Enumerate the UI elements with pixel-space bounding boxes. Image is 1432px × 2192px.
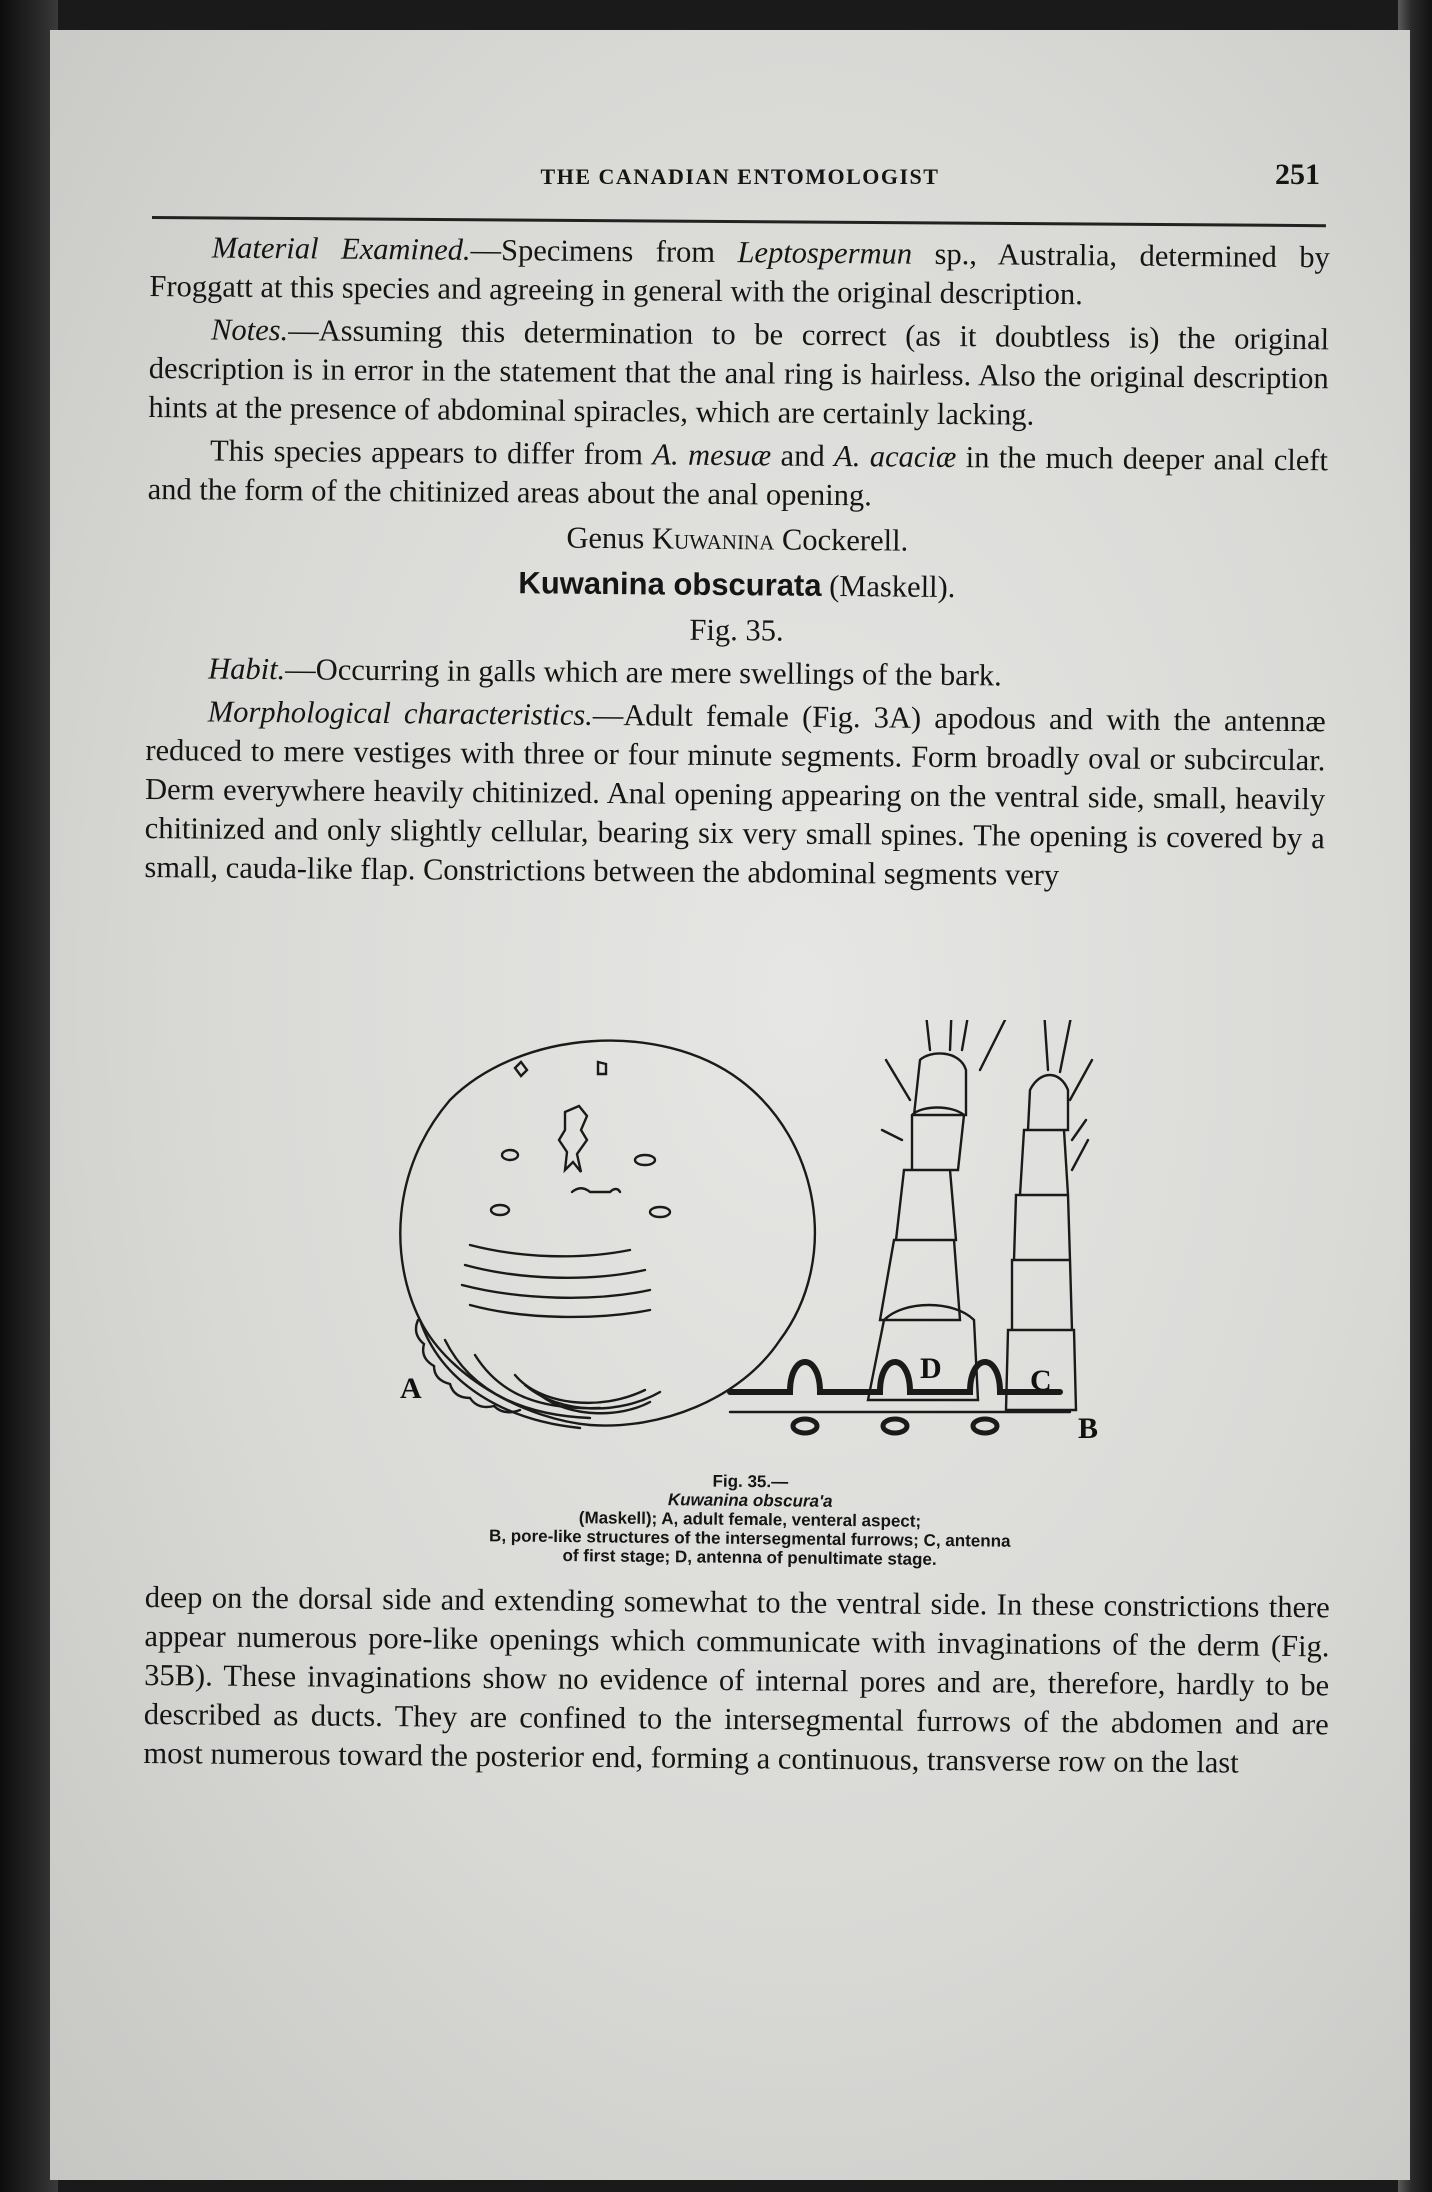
header-rule: [152, 216, 1326, 227]
figure-reference: Fig. 35.: [689, 612, 784, 648]
vestigial-antenna-left: [515, 1062, 527, 1076]
spiracle-left-lower: [491, 1205, 509, 1215]
spiracle-right-lower: [650, 1207, 670, 1217]
figure-svg: [300, 1020, 1200, 1470]
pore-ring-2: [883, 1419, 907, 1433]
habit-label: Habit.: [208, 651, 286, 687]
material-post: sp., Australia, determined by Froggatt at this species and agreeing in general with the original description.: [149, 236, 1330, 312]
differ-species-1: A. mesuæ: [652, 437, 772, 473]
antenna-d-outline: [868, 1053, 978, 1400]
differ-paragraph: [148, 431, 1329, 519]
furrow-line-2: [465, 1265, 645, 1278]
caption-prefix: Fig. 35.—: [712, 1471, 789, 1492]
figure-label-b: B: [1078, 1412, 1099, 1445]
notes-paragraph: [148, 310, 1329, 437]
figure-label-d: D: [920, 1352, 942, 1385]
segment-arc-1: [420, 1320, 580, 1428]
notes-label: Notes.: [210, 312, 289, 348]
morphology-label: Morphological characteristics.: [207, 694, 593, 732]
caption-line-1: [350, 1468, 1151, 1533]
running-head: THE CANADIAN ENTOMOLOGIST: [540, 164, 940, 189]
habit-body: —Occurring in galls which are mere swellings of the bark.: [285, 652, 1002, 693]
figure-35-illustration: [300, 1020, 1200, 1470]
page-number: 251: [1275, 158, 1320, 191]
caption-species: Kuwanina obscura'a: [667, 1490, 833, 1511]
bottom-text-block: [143, 1578, 1330, 1783]
pore-ring-1: [793, 1419, 817, 1433]
species-name: Kuwanina obscurata: [518, 565, 822, 603]
spiracle-right-upper: [635, 1155, 655, 1165]
pore-structures-b: [730, 1362, 1060, 1392]
figure-caption: [350, 1468, 1151, 1571]
furrow-line-3: [462, 1285, 650, 1298]
material-label: Material Examined.: [211, 230, 471, 267]
species-heading: [147, 560, 1327, 610]
morphology-body: —Adult female (Fig. 3A) apodous and with the antennæ reduced to mere vestiges with three or four minute segments. Form broadly oval or subcircular. Derm everywhere heavily chitinized. Anal opening appearing on the ventral side, small, heavily chitinized and only slightly cellular, bearing six very small spines. The opening is covered by a small, cauda-like flap. Constrictions between the abdominal segments very: [144, 697, 1326, 892]
figure-label-c: C: [1030, 1364, 1052, 1397]
caption-line-2: B, pore-like structures of the intersegmental furrows; C, antenna: [488, 1526, 1011, 1551]
habit-paragraph: [146, 649, 1326, 698]
material-examined-paragraph: [149, 228, 1330, 316]
genus-heading: [147, 515, 1327, 564]
differ-species-2: A. acaciæ: [833, 438, 957, 475]
spiracle-left-upper: [502, 1150, 518, 1160]
caption-line-1-rest: (Maskell); A, adult female, venteral aspect;: [578, 1508, 922, 1531]
morphology-paragraph: [144, 692, 1326, 897]
notes-body: —Assuming this determination to be correct (as it doubtless is) the original description is in error in the statement that the anal ring is hairless. Also the original description hints at the presence of abdominal spiracles, which are certainly lacking.: [148, 313, 1330, 432]
mouthparts: [559, 1106, 587, 1172]
differ-pre: This species appears to differ from: [209, 433, 653, 472]
differ-post: in the much deeper anal cleft and the form of the chitinized areas about the anal opening.: [147, 440, 1329, 513]
page-header: [160, 158, 1320, 198]
figure-label-a: A: [400, 1372, 422, 1405]
book-page: [50, 30, 1410, 2180]
pore-mark: [572, 1188, 620, 1192]
continuation-paragraph: deep on the dorsal side and extending somewhat to the ventral side. In these constrictions there appear numerous pore-like openings which communicate with invaginations of the derm (Fig. 35B). These invaginations show no evidence of internal pores and are, therefore, hardly to be described as ducts. They are confined to the intersegmental furrows of the abdomen and are most numerous toward the posterior end, forming a continuous, transverse row on the last: [143, 1579, 1330, 1780]
segment-arc-3: [475, 1355, 600, 1408]
antenna-d-setae: [882, 1020, 1010, 1140]
genus-heading-pre: Genus: [566, 520, 653, 556]
furrow-line-4: [470, 1305, 650, 1317]
top-text-block: [144, 228, 1330, 897]
material-pre: —Specimens from: [470, 232, 738, 270]
species-author: (Maskell).: [821, 568, 956, 605]
differ-mid: and: [771, 438, 835, 473]
furrow-line-1: [470, 1245, 630, 1256]
genus-heading-name: Kuwanina: [651, 521, 775, 557]
vestigial-antenna-right: [598, 1062, 606, 1074]
material-genus: Leptospermun: [737, 235, 913, 271]
genus-heading-post: Cockerell.: [774, 522, 909, 558]
anal-fold-1: [515, 1375, 645, 1403]
antenna-c-outline: [1006, 1075, 1076, 1410]
pore-ring-3: [973, 1419, 997, 1433]
caption-line-3: of first stage; D, antenna of penultimate stage.: [562, 1546, 937, 1569]
